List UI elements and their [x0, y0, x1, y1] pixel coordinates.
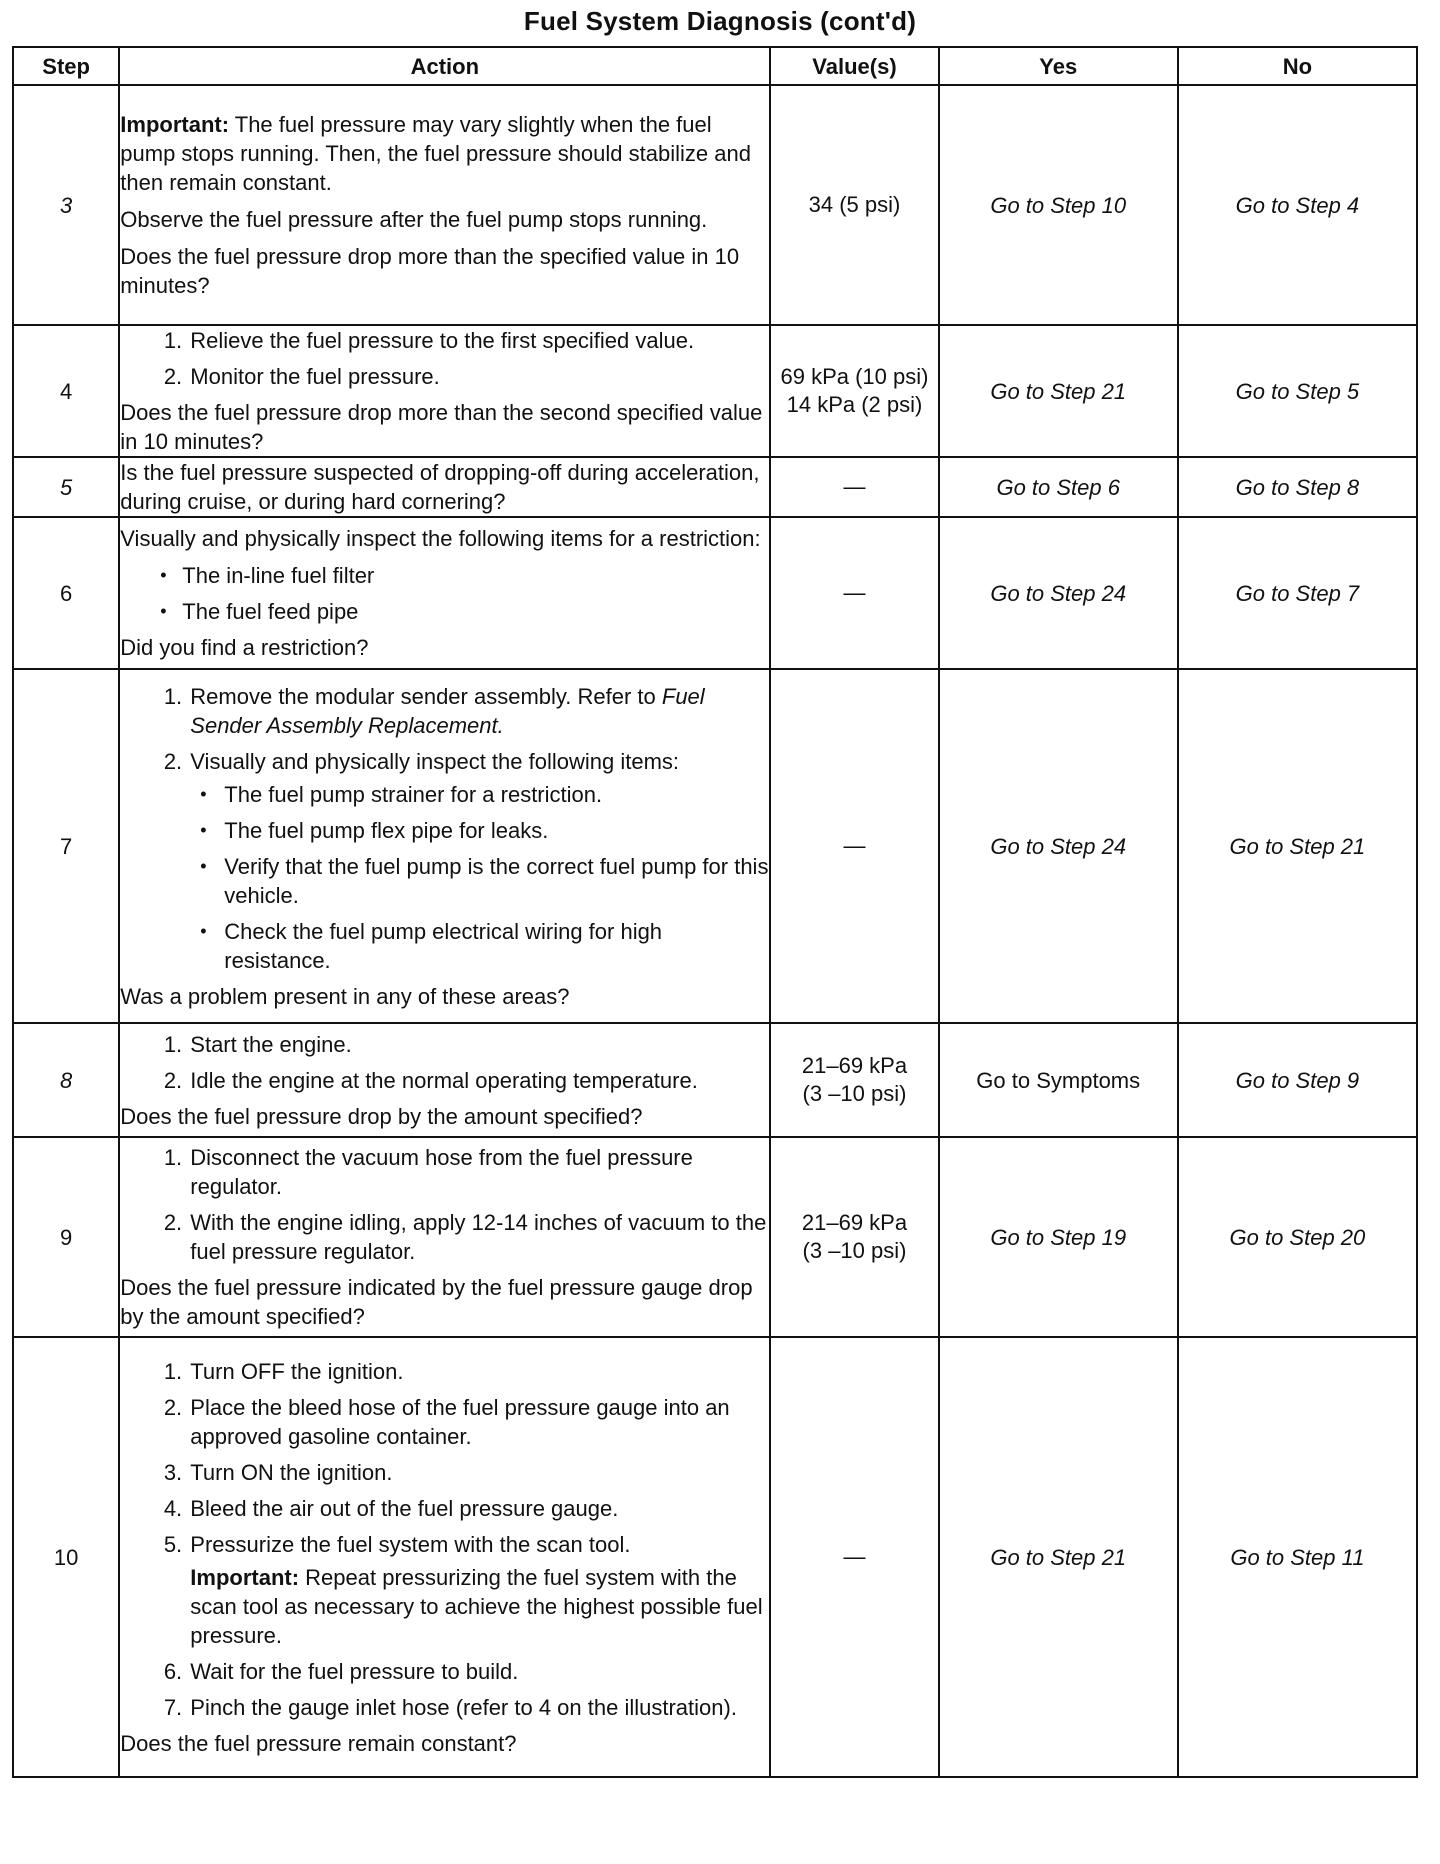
- value-text: —: [843, 474, 866, 499]
- table-row-step-9: [13, 1137, 1417, 1337]
- question-text: Is the fuel pressure suspected of dropping-off during acceleration, during cruise, or during hard cornering?: [120, 460, 760, 514]
- list-item: [188, 682, 769, 740]
- value-cell: [770, 1137, 938, 1337]
- question-text: Does the fuel pressure drop more than the specified value in 10 minutes?: [120, 244, 740, 298]
- page-title: Fuel System Diagnosis (cont'd): [523, 6, 917, 36]
- table-row-step-6: [13, 517, 1417, 669]
- no-result: Go to Step 20: [1178, 1137, 1417, 1337]
- instruction-list: [120, 1143, 769, 1266]
- value-text: (3 –10 psi): [802, 1081, 907, 1106]
- value-cell: [770, 1337, 938, 1777]
- list-item: [188, 747, 769, 975]
- action-cell: [119, 1137, 770, 1337]
- list-item: 1. Turn OFF the ignition.: [188, 1357, 769, 1386]
- question-text: Does the fuel pressure drop by the amount specified?: [120, 1103, 643, 1129]
- column-header-yes: Yes: [939, 47, 1178, 85]
- important-note: [120, 110, 769, 197]
- action-cell: [119, 85, 770, 325]
- table-row-step-4: [13, 325, 1417, 457]
- list-item: 1. Start the engine.: [188, 1030, 769, 1059]
- list-item: [188, 1530, 769, 1650]
- column-header-action: Action: [119, 47, 770, 85]
- important-label: Important:: [190, 1564, 300, 1590]
- yes-result: Go to Step 21: [939, 1337, 1178, 1777]
- value-text: 21–69 kPa: [801, 1210, 908, 1235]
- list-item: 2. Place the bleed hose of the fuel pressure gauge into an approved gasoline container.: [188, 1393, 769, 1451]
- instruction-list: [120, 1357, 769, 1650]
- question-text: Does the fuel pressure drop more than the second specified value in 10 minutes?: [120, 400, 763, 454]
- table-row-step-3: [13, 85, 1417, 325]
- value-text: —: [843, 1544, 866, 1569]
- yes-result: Go to Step 19: [939, 1137, 1178, 1337]
- column-header-no: No: [1178, 47, 1417, 85]
- list-item: 2. Monitor the fuel pressure.: [188, 362, 769, 391]
- list-item-end: .: [497, 712, 504, 738]
- table-row-step-7: [13, 669, 1417, 1023]
- important-note: [190, 1563, 769, 1650]
- bullet-list: [190, 780, 769, 975]
- question-text: Was a problem present in any of these areas?: [120, 983, 570, 1009]
- column-header-values: Value(s): [770, 47, 938, 85]
- no-result: Go to Step 5: [1178, 325, 1417, 457]
- step-number: 4: [13, 325, 119, 457]
- action-cell: [119, 669, 770, 1023]
- step-number: 5: [13, 457, 119, 517]
- table-row-step-8: [13, 1023, 1417, 1137]
- list-item: 3. Turn ON the ignition.: [188, 1458, 769, 1487]
- list-item: 2. With the engine idling, apply 12-14 inches of vacuum to the fuel pressure regulator.: [188, 1208, 769, 1266]
- value-text: —: [843, 580, 866, 605]
- value-text: 34 (5 psi): [808, 192, 901, 217]
- value-text: 14 kPa (2 psi): [786, 392, 923, 417]
- yes-result: Go to Step 24: [939, 517, 1178, 669]
- instruction-list: [120, 682, 769, 975]
- value-text: 21–69 kPa: [801, 1053, 908, 1078]
- list-item: • The fuel pump strainer for a restriction.: [222, 780, 769, 809]
- value-text: 69 kPa (10 psi): [780, 364, 929, 389]
- no-result: Go to Step 7: [1178, 517, 1417, 669]
- instruction-text: Visually and physically inspect the following items for a restriction:: [120, 526, 761, 551]
- value-cell: [770, 457, 938, 517]
- step-number: 3: [13, 85, 119, 325]
- procedure-reference: Fuel Sender Assembly Replacement: [190, 683, 705, 738]
- important-label: Important:: [120, 112, 230, 137]
- instruction-list: [120, 326, 769, 391]
- value-text: (3 –10 psi): [802, 1238, 907, 1263]
- column-header-step: Step: [13, 47, 119, 85]
- no-result: Go to Step 11: [1178, 1337, 1417, 1777]
- value-cell: [770, 669, 938, 1023]
- step-number: 6: [13, 517, 119, 669]
- yes-result: Go to Symptoms: [939, 1023, 1178, 1137]
- yes-result: Go to Step 6: [939, 457, 1178, 517]
- list-item: 6. Wait for the fuel pressure to build.: [188, 1657, 769, 1686]
- list-item: 7. Pinch the gauge inlet hose (refer to 4 on the illustration).: [188, 1693, 769, 1722]
- list-item-text: Pressurize the fuel system with the scan tool.: [190, 1531, 631, 1557]
- list-item: 1. Disconnect the vacuum hose from the fuel pressure regulator.: [188, 1143, 769, 1201]
- table-header-row: [13, 47, 1417, 85]
- value-text: —: [843, 833, 866, 858]
- no-result: Go to Step 4: [1178, 85, 1417, 325]
- important-text: Repeat pressurizing the fuel system with the scan tool as necessary to achieve the highest possible fuel pressure.: [190, 1564, 763, 1648]
- action-cell: [119, 1337, 770, 1777]
- table-row-step-5: [13, 457, 1417, 517]
- list-item: • Check the fuel pump electrical wiring for high resistance.: [222, 917, 769, 975]
- no-result: Go to Step 8: [1178, 457, 1417, 517]
- step-number: 7: [13, 669, 119, 1023]
- instruction-text: Observe the fuel pressure after the fuel pump stops running.: [120, 207, 708, 232]
- list-item: 1. Relieve the fuel pressure to the first specified value.: [188, 326, 769, 355]
- list-item: • The in-line fuel filter: [182, 561, 769, 590]
- value-cell: [770, 85, 938, 325]
- value-cell: [770, 1023, 938, 1137]
- list-item: 2. Idle the engine at the normal operating temperature.: [188, 1066, 769, 1095]
- yes-result: Go to Step 21: [939, 325, 1178, 457]
- diagnosis-table: [12, 46, 1418, 1778]
- step-number: 10: [13, 1337, 119, 1777]
- action-cell: [119, 1023, 770, 1137]
- step-number: 8: [13, 1023, 119, 1137]
- question-text: Does the fuel pressure remain constant?: [120, 1730, 517, 1756]
- instruction-list-continued: [120, 1657, 769, 1722]
- list-item: • The fuel pump flex pipe for leaks.: [222, 816, 769, 845]
- bullet-list: [120, 561, 769, 626]
- action-cell: [119, 517, 770, 669]
- no-result: Go to Step 21: [1178, 669, 1417, 1023]
- important-text: The fuel pressure may vary slightly when the fuel pump stops running. Then, the fuel pressure should stabilize and then remain constant.: [120, 112, 751, 195]
- list-item: • The fuel feed pipe: [182, 597, 769, 626]
- value-cell: [770, 325, 938, 457]
- table-row-step-10: [13, 1337, 1417, 1777]
- question-text: Did you find a restriction?: [120, 635, 369, 660]
- yes-result: Go to Step 10: [939, 85, 1178, 325]
- list-item-text: Visually and physically inspect the following items:: [190, 748, 680, 774]
- action-cell: [119, 325, 770, 457]
- yes-result: Go to Step 24: [939, 669, 1178, 1023]
- list-item: 4. Bleed the air out of the fuel pressure gauge.: [188, 1494, 769, 1523]
- action-cell: [119, 457, 770, 517]
- no-result: Go to Step 9: [1178, 1023, 1417, 1137]
- list-item: • Verify that the fuel pump is the correct fuel pump for this vehicle.: [222, 852, 769, 910]
- value-cell: [770, 517, 938, 669]
- list-item-text: Remove the modular sender assembly. Refer to: [190, 683, 662, 709]
- question-text: Does the fuel pressure indicated by the fuel pressure gauge drop by the amount specified?: [120, 1275, 753, 1329]
- step-number: 9: [13, 1137, 119, 1337]
- instruction-list: [120, 1030, 769, 1095]
